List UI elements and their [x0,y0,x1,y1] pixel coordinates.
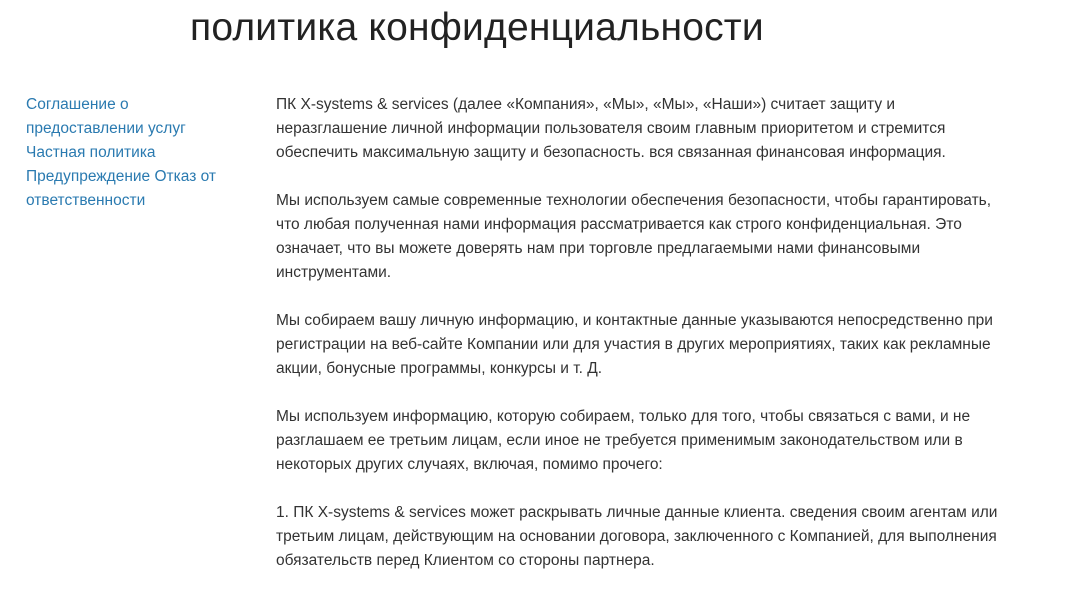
sidebar-link-terms-of-service[interactable]: Соглашение о предоставлении услуг [26,96,186,137]
policy-content [276,93,1006,597]
policy-paragraph-item-1: 1. ПК X-systems & services может раскрывать личные данные клиента. сведения своим агентам или третьим лицам, действующим на основании договора, заключенного с Компанией, для выполнения обязательств перед Клиентом со стороны партнера. [276,504,998,569]
policy-paragraph-collection: Мы собираем вашу личную информацию, и контактные данные указываются непосредственно при регистрации на веб-сайте Компании или для участия в других мероприятиях, таких как рекламные акции, бонусные программы, конкурсы и т. Д. [276,312,993,377]
sidebar-link-disclaimer[interactable]: Предупреждение Отказ от ответственности [26,168,216,209]
page-title: политика конфиденциальности [190,6,764,49]
policy-paragraph-intro: ПК X-systems & services (далее «Компания», «Мы», «Мы», «Наши») считает защиту и неразглашение личной информации пользователя своим главным приоритетом и стремится обеспечить максимальную защиту и безопасность. вся связанная финансовая информация. [276,96,946,161]
policy-paragraph-security: Мы используем самые современные технологии обеспечения безопасности, чтобы гарантировать, что любая полученная нами информация рассматривается как строго конфиденциальная. Это означает, что вы можете доверять нам при торговле предлагаемыми нами финансовыми инструментами. [276,192,992,281]
sidebar-nav [26,93,236,213]
sidebar-link-privacy-policy[interactable]: Частная политика [26,144,156,161]
policy-paragraph-usage: Мы используем информацию, которую собираем, только для того, чтобы связаться с вами, и не разглашаем ее третьим лицам, если иное не требуется применимым законодательством или в некоторых других случаях, включая, помимо прочего: [276,408,971,473]
